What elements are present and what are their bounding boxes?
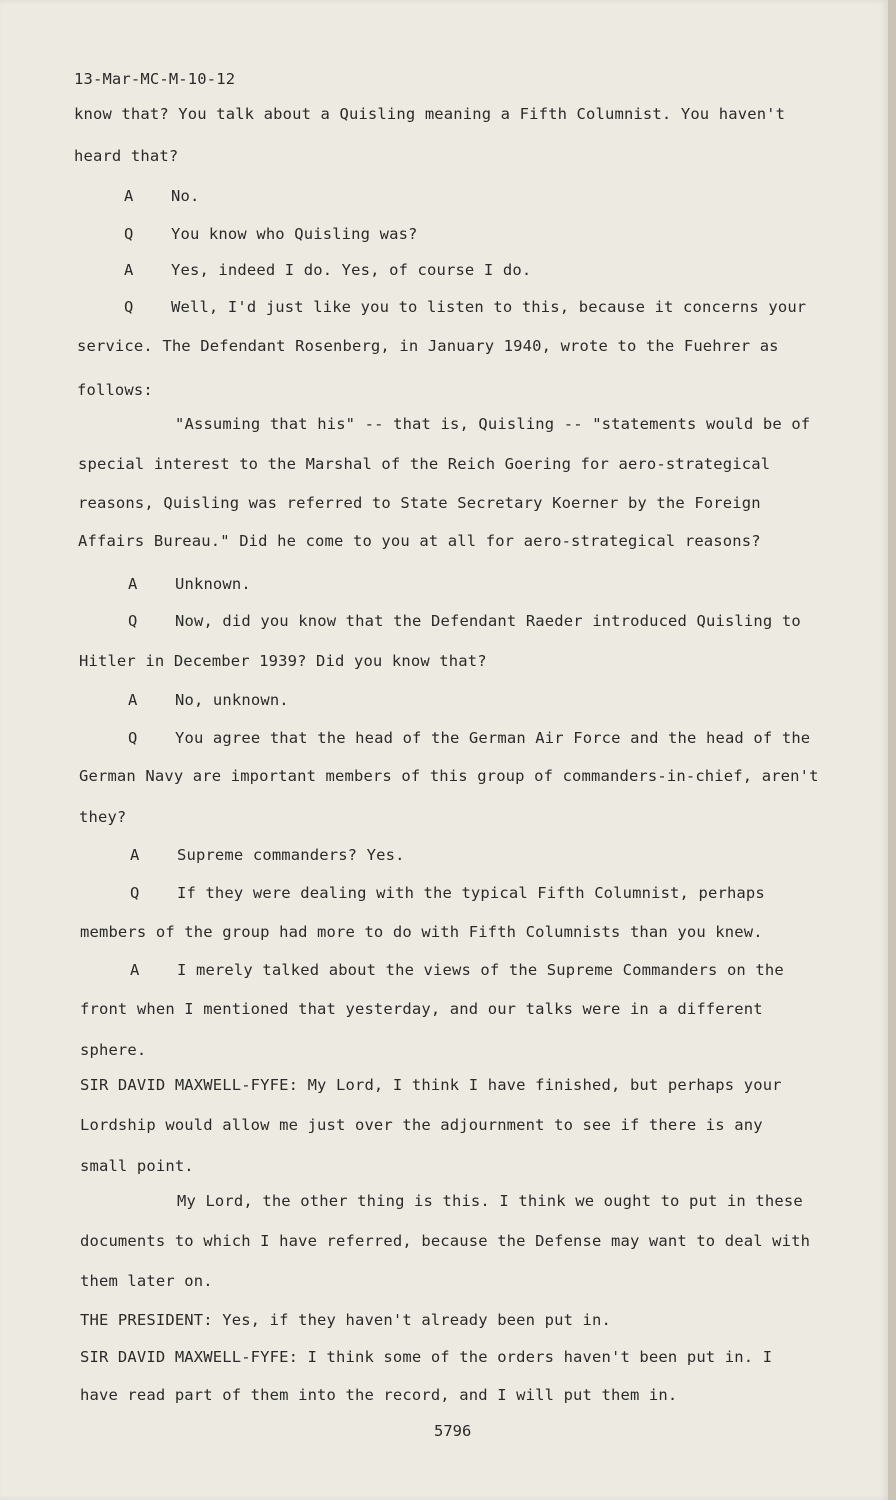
transcript-line: members of the group had more to do with Fifth Columnists than you knew. bbox=[80, 923, 763, 941]
speaker-marker: Q bbox=[128, 729, 138, 747]
speaker-statement: THE PRESIDENT: Yes, if they haven't already been put in. bbox=[80, 1311, 611, 1329]
transcript-line: If they were dealing with the typical Fifth Columnist, perhaps bbox=[177, 884, 765, 902]
transcript-line: I merely talked about the views of the Supreme Commanders on the bbox=[177, 961, 784, 979]
transcript-line: service. The Defendant Rosenberg, in January 1940, wrote to the Fuehrer as bbox=[77, 337, 779, 355]
speaker-marker: A bbox=[130, 846, 140, 864]
transcript-line: Hitler in December 1939? Did you know that? bbox=[79, 652, 487, 670]
transcript-line: know that? You talk about a Quisling meaning a Fifth Columnist. You haven't bbox=[74, 105, 786, 123]
transcript-line: have read part of them into the record, and I will put them in. bbox=[80, 1386, 678, 1404]
transcript-line: My Lord, the other thing is this. I think we ought to put in these bbox=[177, 1192, 803, 1210]
transcript-line: sphere. bbox=[80, 1041, 147, 1059]
transcript-line: Now, did you know that the Defendant Raeder introduced Quisling to bbox=[175, 612, 801, 630]
page-edge bbox=[888, 0, 896, 1500]
quoted-line: "Assuming that his" -- that is, Quisling -- "statements would be of bbox=[175, 415, 811, 433]
transcript-line: Yes, indeed I do. Yes, of course I do. bbox=[171, 261, 532, 279]
document-header-code: 13-Mar-MC-M-10-12 bbox=[74, 70, 236, 88]
speaker-marker: A bbox=[124, 187, 134, 205]
transcript-line: Unknown. bbox=[175, 575, 251, 593]
speaker-marker: Q bbox=[124, 298, 134, 316]
speaker-marker: A bbox=[124, 261, 134, 279]
speaker-marker: Q bbox=[124, 225, 134, 243]
transcript-line: You know who Quisling was? bbox=[171, 225, 418, 243]
transcript-line: documents to which I have referred, because the Defense may want to deal with bbox=[80, 1232, 811, 1250]
speaker-marker: A bbox=[128, 575, 138, 593]
transcript-line: Supreme commanders? Yes. bbox=[177, 846, 405, 864]
transcript-line: No. bbox=[171, 187, 200, 205]
transcript-line: them later on. bbox=[80, 1272, 213, 1290]
transcript-line: Affairs Bureau." Did he come to you at all for aero-strategical reasons? bbox=[78, 532, 761, 550]
transcript-line: Lordship would allow me just over the adjournment to see if there is any bbox=[80, 1116, 763, 1134]
transcript-line: small point. bbox=[80, 1157, 194, 1175]
transcript-line: You agree that the head of the German Air Force and the head of the bbox=[175, 729, 811, 747]
transcript-line: front when I mentioned that yesterday, and our talks were in a different bbox=[80, 1000, 763, 1018]
transcript-line: No, unknown. bbox=[175, 691, 289, 709]
speaker-marker: A bbox=[128, 691, 138, 709]
speaker-statement: SIR DAVID MAXWELL-FYFE: My Lord, I think I have finished, but perhaps your bbox=[80, 1076, 782, 1094]
transcript-line: Well, I'd just like you to listen to this, because it concerns your bbox=[171, 298, 807, 316]
speaker-marker: Q bbox=[130, 884, 140, 902]
speaker-statement: SIR DAVID MAXWELL-FYFE: I think some of the orders haven't been put in. I bbox=[80, 1348, 773, 1366]
transcript-line: German Navy are important members of this group of commanders-in-chief, aren't bbox=[79, 767, 819, 785]
transcript-line: follows: bbox=[77, 381, 153, 399]
quoted-line: reasons, Quisling was referred to State Secretary Koerner by the Foreign bbox=[78, 494, 761, 512]
speaker-marker: Q bbox=[128, 612, 138, 630]
speaker-marker: A bbox=[130, 961, 140, 979]
transcript-line: heard that? bbox=[74, 147, 179, 165]
quoted-line: special interest to the Marshal of the Reich Goering for aero-strategical bbox=[78, 455, 771, 473]
transcript-line: they? bbox=[79, 808, 127, 826]
page-number: 5796 bbox=[434, 1422, 472, 1440]
